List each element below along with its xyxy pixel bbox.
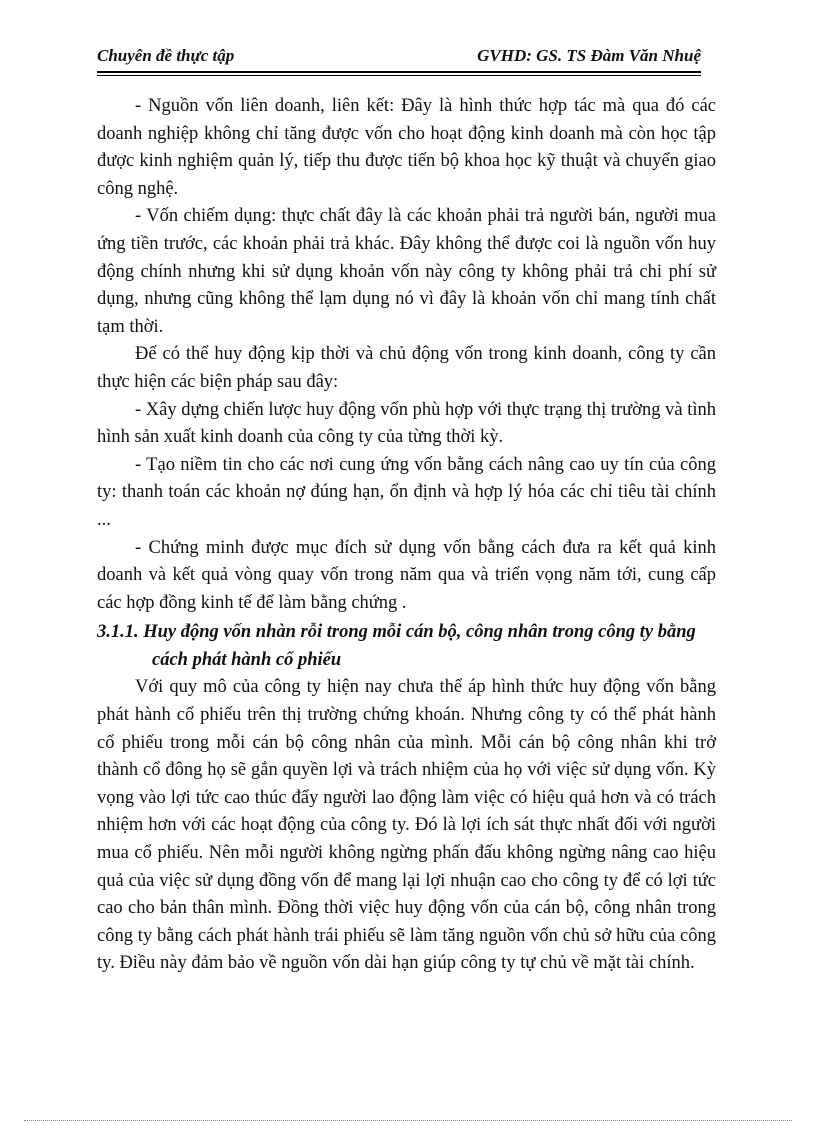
paragraph: - Nguồn vốn liên doanh, liên kết: Đây là hình thức hợp tác mà qua đó các doanh nghiệp không chỉ tăng được vốn cho hoạt động kinh doanh mà còn học tập được kinh nghiệm quản lý, tiếp thu được tiến bộ khoa học kỹ thuật và chuyển giao công nghệ. (97, 96, 716, 199)
page-header (97, 44, 701, 68)
section-heading: 3.1.1. Huy động vốn nhàn rỗi trong mỗi cán bộ, công nhân trong công ty bằng cách phát hành cổ phiếu (97, 622, 696, 670)
header-right-advisor: GVHD: GS. TS Đàm Văn Nhuệ (477, 46, 701, 65)
paragraph: - Chứng minh được mục đích sử dụng vốn bằng cách đưa ra kết quả kinh doanh và kết quả vòng quay vốn trong năm qua và triển vọng năm tới, cung cấp các hợp đồng kinh tế để làm bằng chứng . (97, 537, 716, 613)
page-body (97, 93, 716, 978)
paragraph: - Xây dựng chiến lược huy động vốn phù hợp với thực trạng thị trường và tình hình sản xuất kinh doanh của công ty của từng thời kỳ. (97, 399, 716, 448)
paragraph: - Vốn chiếm dụng: thực chất đây là các khoản phải trả người bán, người mua ứng tiền trước, các khoản phải trả khác. Đây không thể được coi là nguồn vốn huy động chính nhưng khi sử dụng khoản vốn này công ty không phải trả chi phí sử dụng, nhưng cũng không thể lạm dụng nó vì đây là khoản vốn chỉ mang tính chất tạm thời. (97, 206, 716, 337)
header-rule-thick (97, 71, 701, 73)
header-left-title: Chuyên đề thực tập (97, 46, 235, 65)
header-rule-thin (97, 75, 701, 76)
section-paragraph: Với quy mô của công ty hiện nay chưa thể áp hình thức huy động vốn bằng phát hành cổ phiếu trên thị trường chứng khoán. Nhưng công ty có thể phát hành cổ phiếu trong mỗi cán bộ công nhân của mình. Mỗi cán bộ công nhân khi trở thành cổ đông họ sẽ gắn quyền lợi và trách nhiệm của họ với việc sử dụng vốn. Kỳ vọng vào lợi tức cao thúc đẩy người lao động làm việc có hiệu quả hơn và có trách nhiệm hơn với các hoạt động của công ty. Đó là lợi ích sát thực nhất đối với người mua cổ phiếu. Nên mỗi người không ngừng phấn đấu không ngừng nâng cao hiệu quả của việc sử dụng đồng vốn để mang lại lợi nhuận cao cho công ty để có lợi tức cao cho bản thân mình. Đồng thời việc huy động vốn của cán bộ, công nhân trong công ty bằng cách phát hành trái phiếu sẽ làm tăng nguồn vốn chủ sở hữu của công ty. Điều này đảm bảo về nguồn vốn dài hạn giúp công ty tự chủ về mặt tài chính. (97, 677, 716, 974)
footer-dotted-rule (24, 1120, 792, 1121)
paragraph: Để có thể huy động kịp thời và chủ động vốn trong kinh doanh, công ty cần thực hiện các biện pháp sau đây: (97, 344, 716, 392)
paragraph: - Tạo niềm tin cho các nơi cung ứng vốn bằng cách nâng cao uy tín của công ty: thanh toán các khoản nợ đúng hạn, ổn định và hợp lý hóa các chỉ tiêu tài chính ... (97, 454, 716, 530)
